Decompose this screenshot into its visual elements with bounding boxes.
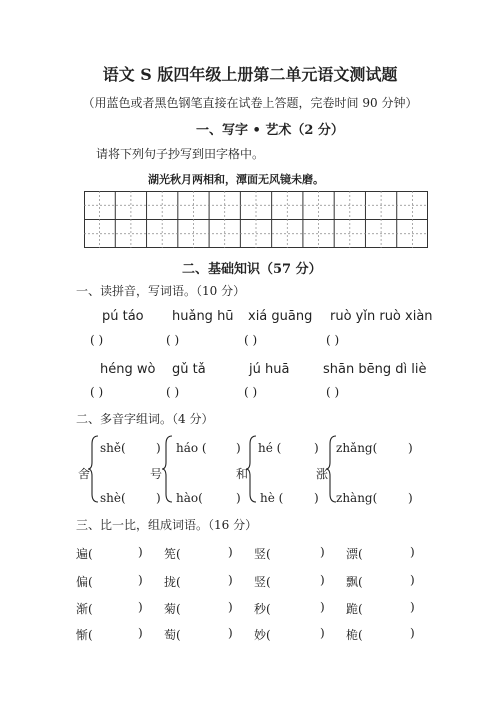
tianzi-grid[interactable] bbox=[84, 191, 428, 248]
polyphone-reading: zhǎng( bbox=[336, 441, 378, 455]
pinyin-3: xiá guāng bbox=[248, 309, 313, 324]
compare-char: 桅( bbox=[346, 628, 363, 642]
q1-label: 一、读拼音，写词语。（10 分） bbox=[76, 284, 246, 298]
compare-char: 偏( bbox=[76, 575, 93, 589]
answer-close[interactable]: ) bbox=[410, 626, 415, 640]
compare-char: 筅( bbox=[164, 547, 181, 561]
answer-close[interactable]: ) bbox=[228, 626, 233, 640]
answer-close[interactable]: ) bbox=[314, 441, 319, 455]
pinyin-2: huǎng hū bbox=[172, 309, 234, 324]
answer-blank[interactable]: ( ) bbox=[166, 333, 180, 347]
pinyin-5: héng wò bbox=[100, 362, 156, 377]
page-title: 语文 S 版四年级上册第二单元语文测试题 bbox=[102, 65, 398, 84]
left-brace bbox=[246, 434, 258, 504]
compare-char: 秒( bbox=[254, 602, 271, 616]
compare-char: 妙( bbox=[254, 628, 271, 642]
compare-char: 渐( bbox=[76, 602, 93, 616]
polyphone-reading: hé ( bbox=[258, 441, 282, 455]
section1-instruction: 请将下列句子抄写到田字格中。 bbox=[96, 147, 265, 161]
answer-blank[interactable]: ( ) bbox=[244, 333, 258, 347]
compare-char: 跪( bbox=[346, 602, 363, 616]
answer-close[interactable]: ) bbox=[408, 441, 413, 455]
answer-blank[interactable]: ( ) bbox=[90, 333, 104, 347]
answer-close[interactable]: ) bbox=[410, 573, 415, 587]
answer-close[interactable]: ) bbox=[138, 545, 143, 559]
answer-close[interactable]: ) bbox=[314, 491, 319, 505]
answer-close[interactable]: ) bbox=[410, 545, 415, 559]
answer-close[interactable]: ) bbox=[320, 600, 325, 614]
pinyin-8: shān bēng dì liè bbox=[323, 362, 427, 377]
compare-char: 惭( bbox=[76, 628, 93, 642]
polyphone-reading: shě( bbox=[100, 441, 126, 455]
polyphone-reading: hè ( bbox=[260, 491, 284, 505]
page-subtitle: （用蓝色或者黑色钢笔直接在试卷上答题，完卷时间 90 分钟） bbox=[82, 96, 418, 110]
answer-close[interactable]: ) bbox=[156, 441, 161, 455]
answer-close[interactable]: ) bbox=[236, 441, 241, 455]
polyphone-char: 舍 bbox=[78, 467, 91, 481]
pinyin-6: gǔ tǎ bbox=[172, 362, 206, 377]
section2-heading: 二、基础知识（57 分） bbox=[182, 262, 322, 277]
left-brace bbox=[162, 434, 174, 504]
answer-close[interactable]: ) bbox=[320, 573, 325, 587]
answer-close[interactable]: ) bbox=[156, 491, 161, 505]
compare-char: 竖( bbox=[254, 547, 271, 561]
polyphone-char: 号 bbox=[150, 467, 163, 481]
compare-char: 漂( bbox=[346, 547, 363, 561]
q3-label: 三、比一比，组成词语。（16 分） bbox=[76, 518, 258, 532]
answer-close[interactable]: ) bbox=[320, 626, 325, 640]
answer-close[interactable]: ) bbox=[138, 600, 143, 614]
pinyin-4: ruò yǐn ruò xiàn bbox=[330, 309, 433, 324]
polyphone-reading: zhàng( bbox=[336, 491, 378, 505]
compare-char: 萄( bbox=[164, 628, 181, 642]
answer-blank[interactable]: ( ) bbox=[90, 385, 104, 399]
answer-blank[interactable]: ( ) bbox=[166, 385, 180, 399]
answer-close[interactable]: ) bbox=[138, 573, 143, 587]
answer-close[interactable]: ) bbox=[228, 573, 233, 587]
q2-label: 二、多音字组词。（4 分） bbox=[76, 412, 214, 426]
answer-blank-wide[interactable]: ( ) bbox=[326, 333, 340, 347]
polyphone-char: 涨 bbox=[316, 467, 329, 481]
compare-char: 遍( bbox=[76, 547, 93, 561]
compare-char: 飘( bbox=[346, 575, 363, 589]
answer-close[interactable]: ) bbox=[138, 626, 143, 640]
polyphone-reading: shè( bbox=[100, 491, 126, 505]
copy-sentence: 湖光秋月两相和，潭面无风镜未磨。 bbox=[148, 173, 324, 186]
pinyin-1: pú táo bbox=[102, 309, 144, 324]
answer-close[interactable]: ) bbox=[228, 600, 233, 614]
section1-heading: 一、写字 • 艺术（2 分） bbox=[196, 123, 344, 138]
answer-close[interactable]: ) bbox=[228, 545, 233, 559]
answer-close[interactable]: ) bbox=[236, 491, 241, 505]
compare-char: 拢( bbox=[164, 575, 181, 589]
compare-char: 菊( bbox=[164, 602, 181, 616]
answer-blank-wide[interactable]: ( ) bbox=[326, 385, 340, 399]
polyphone-reading: háo ( bbox=[176, 441, 207, 455]
left-brace bbox=[88, 434, 100, 504]
polyphone-char: 和 bbox=[236, 467, 249, 481]
polyphone-reading: hào( bbox=[176, 491, 203, 505]
answer-blank[interactable]: ( ) bbox=[244, 385, 258, 399]
answer-close[interactable]: ) bbox=[320, 545, 325, 559]
answer-close[interactable]: ) bbox=[410, 600, 415, 614]
pinyin-7: jú huā bbox=[249, 362, 290, 377]
compare-char: 竖( bbox=[254, 575, 271, 589]
answer-close[interactable]: ) bbox=[408, 491, 413, 505]
